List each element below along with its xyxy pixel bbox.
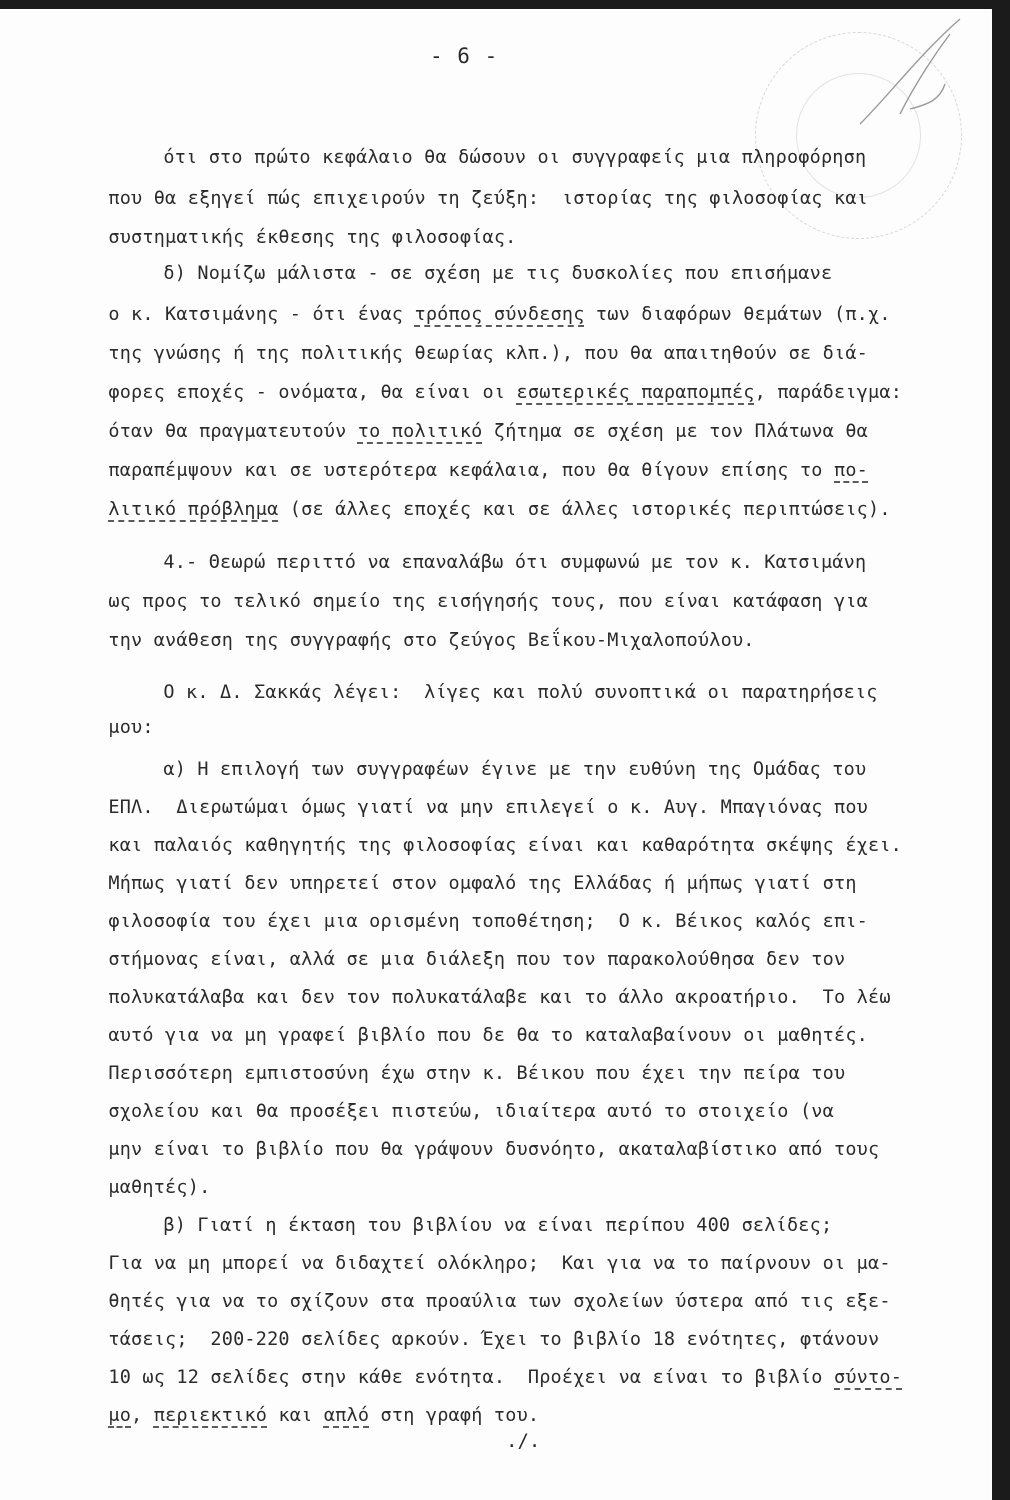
underlined-phrase: τρόπος σύνδεσης (414, 304, 585, 325)
text-line: 4.- Θεωρώ περιττό να επαναλάβω ότι συμφωνώ με τον κ. Κατσιμάνη (163, 552, 867, 573)
text-line: ΕΠΛ. Διερωτώμαι όμως γιατί να μην επιλεγεί ο κ. Αυγ. Μπαγιόνας που (108, 797, 869, 818)
text-line: Για να μη μπορεί να διδαχτεί ολόκληρο; Και για να το παίρνουν οι μα- (108, 1253, 891, 1274)
text-line: 10 ως 12 σελίδες στην κάθε ενότητα. Προέχει να είναι το βιβλίο σύντο- (108, 1367, 903, 1388)
text-line: μην είναι το βιβλίο που θα γράψουν δυσνόητο, ακαταλαβίστικο από τους (108, 1139, 880, 1160)
text-line: παραπέμψουν και σε υστερότερα κεφάλαια, που θα θίγουν επίσης το πο- (108, 460, 869, 481)
text-line: όταν θα πραγματευτούν το πολιτικό ζήτημα σε σχέση με τον Πλάτωνα θα (108, 421, 869, 442)
underlined-phrase: απλό (323, 1405, 370, 1426)
underlined-phrase: λιτικό πρόβλημα (108, 499, 279, 520)
continuation-mark: ./. (506, 1430, 541, 1452)
text-line: ο κ. Κατσιμάνης - ότι ένας τρόπος σύνδεσης των διαφόρων θεμάτων (π.χ. (108, 304, 891, 325)
text-line: β) Γιατί η έκταση του βιβλίου να είναι περίπου 400 σελίδες; (163, 1215, 833, 1236)
text-line: ότι στο πρώτο κεφάλαιο θα δώσουν οι συγγραφείς μια πληροφόρηση (163, 147, 867, 168)
text-line: και παλαιός καθηγητής της φιλοσοφίας είναι και καθαρότητα σκέψης έχει. (108, 835, 903, 856)
text-line: τάσεις; 200-220 σελίδες αρκούν. Έχει το βιβλίο 18 ενότητες, φτάνουν (108, 1329, 880, 1350)
underlined-phrase: πο- (834, 460, 869, 481)
text-line: μαθητές). (108, 1177, 211, 1198)
text-line: α) Η επιλογή των συγγραφέων έγινε με την ευθύνη της Ομάδας του (163, 759, 867, 780)
underlined-phrase: το πολιτικό (357, 421, 483, 442)
scan-border-top (0, 0, 1010, 9)
text-line: πολυκατάλαβα και δεν τον πολυκατάλαβε και το άλλο ακροατήριο. Το λέω (108, 987, 891, 1008)
text-line: λιτικό πρόβλημα (σε άλλες εποχές και σε άλλες ιστορικές περιπτώσεις). (108, 499, 891, 520)
text-line: στήμονας είναι, αλλά σε μια διάλεξη που τον παρακολούθησα δεν τον (108, 949, 846, 970)
text-line: ως προς το τελικό σημείο της εισήγησής τους, που είναι κατάφαση για (108, 591, 869, 612)
text-line: φορες εποχές - ονόματα, θα είναι οι εσωτερικές παραπομπές, παράδειγμα: (108, 382, 903, 403)
page-number: - 6 - (430, 44, 499, 68)
scan-border-right (992, 0, 1010, 1500)
underlined-phrase: σύντο- (834, 1367, 903, 1388)
text-line: σχολείου και θα προσέξει πιστεύω, ιδιαίτερα αυτό το στοιχείο (να (108, 1101, 834, 1122)
text-line: μο, περιεκτικό και απλό στη γραφή του. (108, 1405, 540, 1426)
text-line: δ) Νομίζω μάλιστα - σε σχέση με τις δυσκολίες που επισήμανε (163, 263, 833, 284)
text-line: αυτό για να μη γραφεί βιβλίο που δε θα το καταλαβαίνουν οι μαθητές. (108, 1025, 869, 1046)
text-line: θητές για να το σχίζουν στα προαύλια των σχολείων ύστερα από τις εξε- (108, 1291, 891, 1312)
underlined-phrase: περιεκτικό (153, 1405, 268, 1426)
underlined-phrase: εσωτερικές παραπομπές (516, 382, 755, 403)
text-line: της γνώσης ή της πολιτικής θεωρίας κλπ.), που θα απαιτηθούν σε διά- (108, 343, 869, 364)
text-line: φιλοσοφία του έχει μια ορισμένη τοποθέτηση; Ο κ. Βέικος καλός επι- (108, 911, 869, 932)
text-line: συστηματικής έκθεσης της φιλοσοφίας. (108, 227, 517, 248)
text-line: Μήπως γιατί δεν υπηρετεί στον ομφαλό της Ελλάδας ή μήπως γιατί στη (108, 873, 857, 894)
text-line: την ανάθεση της συγγραφής στο ζεύγος Βεΐκου-Μιχαλοπούλου. (108, 630, 755, 651)
text-line: που θα εξηγεί πώς επιχειρούν τη ζεύξη: ιστορίας της φιλοσοφίας και (108, 188, 869, 209)
text-line: Ο κ. Δ. Σακκάς λέγει: λίγες και πολύ συνοπτικά οι παρατηρήσεις (163, 682, 878, 703)
text-line: μου: (108, 717, 154, 738)
text-line: Περισσότερη εμπιστοσύνη έχω στην κ. Βέικου που έχει την πείρα του (108, 1063, 846, 1084)
underlined-phrase: μο (108, 1405, 132, 1426)
handwritten-signature (840, 14, 980, 134)
